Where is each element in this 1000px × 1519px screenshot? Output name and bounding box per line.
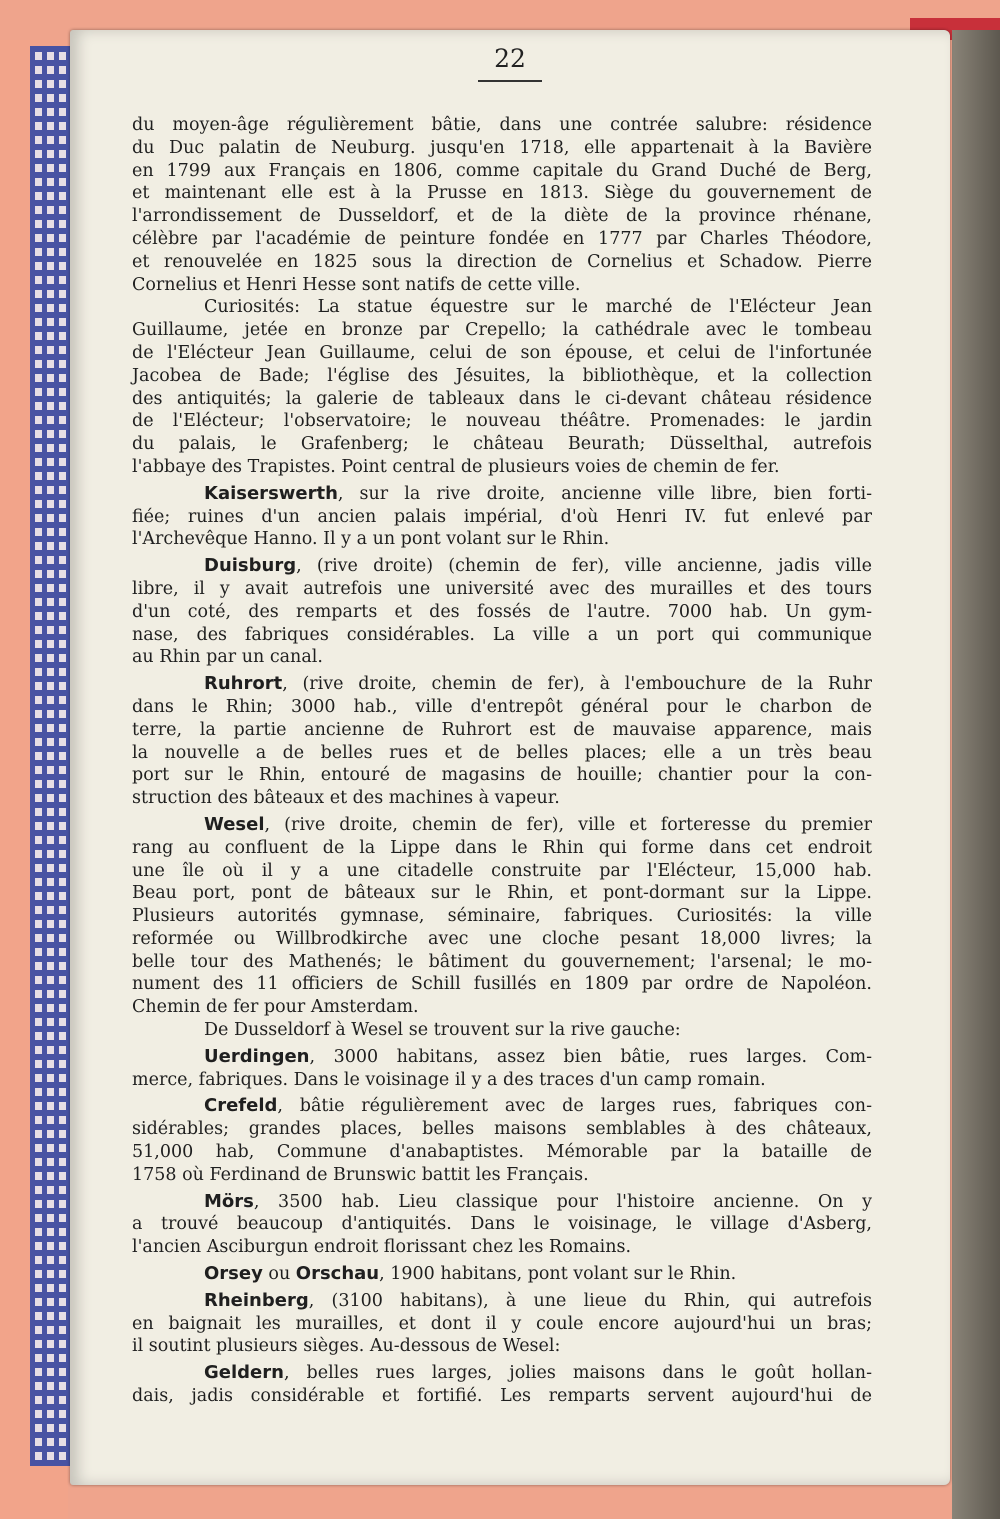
place-name: Rheinberg	[204, 1289, 309, 1311]
text-line: libre, il y avait autrefois une université avec des murailles et des tours	[132, 578, 872, 599]
paragraph-dusseldorf-history	[132, 114, 872, 296]
place-name: Wesel	[204, 813, 265, 835]
entry-text: ou	[262, 1264, 296, 1285]
text-line: de l'Elécteur Jean Guillaume, celui de son épouse, et celui de l'infortunée	[132, 342, 872, 363]
entry-text: , 1900 habitans, pont volant sur le Rhin.	[379, 1264, 737, 1285]
entry-text: , bâtie régulièrement avec de larges rues, fabriques con-	[277, 1096, 872, 1117]
place-name: Uerdingen	[204, 1045, 310, 1067]
text-line	[132, 483, 872, 506]
text-line: nase, des fabriques considérables. La ville a un port qui communique	[132, 624, 872, 645]
text-line: il soutint plusieurs sièges. Au-dessous de Wesel:	[132, 1336, 561, 1357]
entry-orsey	[132, 1263, 872, 1286]
entry-text: , 3500 hab. Lieu classique pour l'histoire ancienne. On y	[253, 1191, 872, 1212]
text-line	[132, 673, 872, 696]
place-name: Mörs	[204, 1190, 254, 1212]
entry-text: , sur la rive droite, ancienne ville libre, bien forti-	[337, 483, 872, 504]
text-line: une île où il y a une citadelle construite par l'Elécteur, 15,000 hab.	[132, 860, 872, 881]
text-line: Guillaume, jetée en bronze par Crepello; la cathédrale avec le tombeau	[132, 320, 872, 341]
entry-mors	[132, 1191, 872, 1259]
text-line: De Dusseldorf à Wesel se trouvent sur la rive gauche:	[204, 1020, 681, 1041]
text-line: dans le Rhin; 3000 hab., ville d'entrepôt général pour le charbon de	[132, 696, 872, 717]
text-line	[132, 1191, 872, 1214]
place-name: Orsey	[204, 1263, 263, 1285]
entry-crefeld	[132, 1095, 872, 1186]
text-line: fiée; ruines d'un ancien palais impérial, d'où Henri IV. fut enlevé par	[132, 506, 872, 527]
entry-text: , 3000 habitans, assez bien bâtie, rues larges. Com-	[309, 1046, 872, 1067]
page-number-rule	[478, 80, 542, 82]
text-line: dais, jadis considérable et fortifié. Les remparts servent aujourd'hui de	[132, 1386, 872, 1407]
text-line: belle tour des Mathenés; le bâtiment du gouvernement; l'arsenal; le mo-	[132, 951, 872, 972]
text-line: l'Archevêque Hanno. Il y a un pont volant sur le Rhin.	[132, 529, 610, 550]
text-line	[132, 1290, 872, 1313]
text-line: reformée ou Willbrodkirche avec une cloche pesant 18,000 livres; la	[132, 928, 872, 949]
text-line	[132, 1046, 872, 1069]
text-line: la nouvelle a de belles rues et de belles places; elle a un très beau	[132, 742, 872, 763]
paragraph-curiosites	[132, 296, 872, 478]
entry-text: , (rive droite) (chemin de fer), ville ancienne, jadis ville	[296, 556, 872, 577]
page-text	[132, 114, 872, 1408]
page-number: 22	[494, 44, 526, 73]
text-line: et maintenant elle est à la Prusse en 1813. Siège du gouvernement de	[132, 183, 872, 204]
place-name: Crefeld	[204, 1095, 278, 1117]
entry-text: , belles rues larges, jolies maisons dans le goût hollan-	[283, 1363, 872, 1384]
text-line	[132, 555, 872, 578]
text-line: du Duc palatin de Neuburg. jusqu'en 1718, elle appartenait à la Bavière	[132, 137, 872, 158]
text-line: du moyen-âge régulièrement bâtie, dans une contrée salubre: résidence	[132, 115, 872, 135]
text-line	[132, 1362, 872, 1385]
text-line: l'abbaye des Trapistes. Point central de plusieurs voies de chemin de fer.	[132, 456, 780, 477]
text-line	[132, 1095, 872, 1118]
text-line: Curiosités: La statue équestre sur le marché de l'Elécteur Jean	[204, 297, 872, 318]
text-line: au Rhin par un canal.	[132, 647, 323, 668]
place-name: Kaiserswerth	[204, 482, 338, 504]
text-line	[132, 1263, 872, 1286]
text-line: terre, la partie ancienne de Ruhrort est de mauvaise apparence, mais	[132, 719, 872, 740]
text-line: Cornelius et Henri Hesse sont natifs de cette ville.	[132, 274, 581, 295]
text-line: l'ancien Asciburgun endroit florissant chez les Romains.	[132, 1237, 632, 1258]
text-line: nument des 11 officiers de Schill fusillés en 1809 par ordre de Napoléon.	[132, 974, 872, 995]
place-name: Geldern	[204, 1362, 284, 1384]
text-line: Jacobea de Bade; l'église des Jésuites, la bibliothèque, et la collection	[132, 365, 872, 386]
text-line: Plusieurs autorités gymnase, séminaire, fabriques. Curiosités: la ville	[132, 906, 872, 927]
text-line: en 1799 aux Français en 1806, comme capitale du Grand Duché de Berg,	[132, 160, 872, 181]
entry-uerdingen	[132, 1046, 872, 1092]
text-line: du palais, le Grafenberg; le château Beurath; Düsselthal, autrefois	[132, 434, 872, 455]
entry-wesel	[132, 814, 872, 1019]
text-line: des antiquités; la galerie de tableaux dans le ci-devant château résidence	[132, 388, 872, 409]
text-line: l'arrondissement de Dusseldorf, et de la diète de la province rhénane,	[132, 206, 872, 227]
place-name: Ruhrort	[204, 673, 283, 695]
entry-ruhrort	[132, 673, 872, 810]
entry-text: , (rive droite, chemin de fer), ville et forteresse du premier	[264, 814, 872, 835]
text-line: d'un coté, des remparts et des fossés de l'autre. 7000 hab. Un gym-	[132, 601, 872, 622]
text-line: merce, fabriques. Dans le voisinage il y a des traces d'un camp romain.	[132, 1069, 766, 1090]
book-page	[70, 30, 950, 1485]
text-line: struction des bâteaux et des machines à vapeur.	[132, 788, 560, 809]
text-line: rang au confluent de la Lippe dans le Rhin qui forme dans cet endroit	[132, 837, 872, 858]
text-line: port sur le Rhin, entouré de magasins de houille; chantier pour la con-	[132, 765, 872, 786]
entry-rheinberg	[132, 1290, 872, 1358]
text-line: en baignait les murailles, et dont il y coule encore aujourd'hui un bras;	[132, 1313, 872, 1334]
page-gutter-shadow	[952, 30, 1000, 1519]
text-line: et renouvelée en 1825 sous la direction de Cornelius et Schadow. Pierre	[132, 251, 872, 272]
entry-text: , (3100 habitans), à une lieue du Rhin, qui autrefois	[308, 1290, 872, 1311]
marbled-edge-pattern	[30, 46, 70, 1466]
entry-geldern	[132, 1362, 872, 1408]
entry-text: , (rive droite, chemin de fer), à l'embouchure de la Ruhr	[282, 674, 872, 695]
text-line: sidérables; grandes places, belles maisons semblables à des châteaux,	[132, 1119, 872, 1140]
text-line	[132, 814, 872, 837]
text-line: a trouvé beaucoup d'antiquités. Dans le voisinage, le village d'Asberg,	[132, 1214, 872, 1235]
entry-duisburg	[132, 555, 872, 669]
transition-left-bank	[132, 1019, 872, 1042]
text-line: Beau port, pont de bâteaux sur le Rhin, et pont-dormant sur la Lippe.	[132, 883, 872, 904]
text-line: célèbre par l'académie de peinture fondée en 1777 par Charles Théodore,	[132, 228, 872, 249]
text-line: de l'Elécteur; l'observatoire; le nouveau théâtre. Promenades: le jardin	[132, 411, 872, 432]
entry-kaiserswerth	[132, 483, 872, 551]
place-name-alt: Orschau	[295, 1263, 380, 1285]
text-line: Chemin de fer pour Amsterdam.	[132, 997, 419, 1018]
text-line: 51,000 hab, Commune d'anabaptistes. Mémorable par la bataille de	[132, 1142, 872, 1163]
place-name: Duisburg	[204, 555, 297, 577]
text-line: 1758 où Ferdinand de Brunswic battit les Français.	[132, 1164, 589, 1185]
